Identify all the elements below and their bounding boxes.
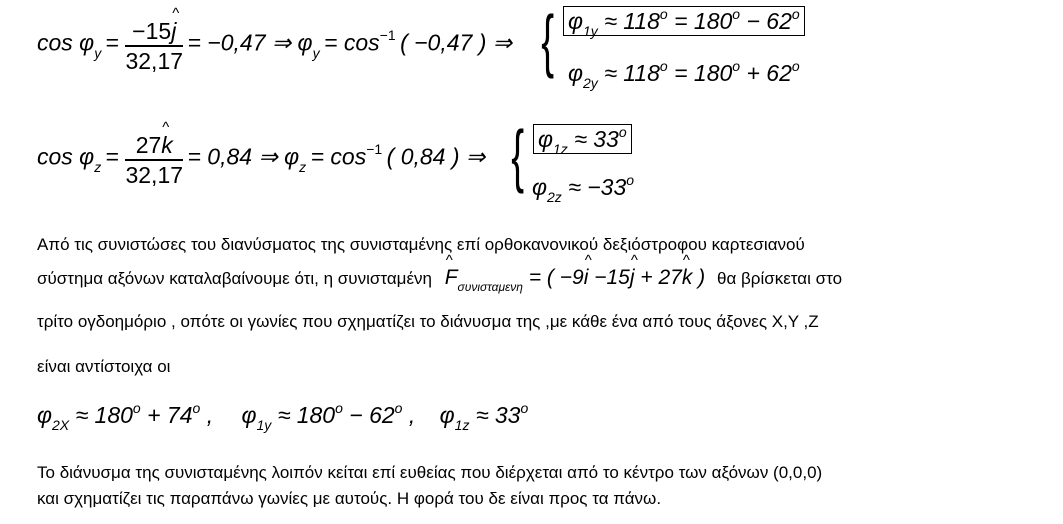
paragraph-2-line-2: και σχηματίζει τις παραπάνω γωνίες με αυτούς. Η φορά του δε είναι προς τα πάνω. — [37, 489, 662, 508]
paragraph-1-line-1: Από τις συνιστώσες του διανύσματος της συνισταμένης επί ορθοκανονικού δεξιόστροφου καρτεσιανού — [37, 235, 805, 254]
eq1-case-1: $\varphi_{1y} \approx 118^o = 180^o - 62^o$ — [563, 10, 805, 34]
summary-angles: $\varphi_{2X} \approx 180^o + 74^o$ , $\varphi_{1y} \approx 180^o - 62^o$ , $\varphi_{1z} \approx 33^o$ — [37, 400, 529, 433]
eq1-fraction: $\frac{-15\^{} j}{32,17}$ — [125, 20, 183, 73]
eq1-brace: { — [541, 1, 555, 79]
paragraph-1-line-2: σύστημα αξόνων καταλαβαίνουμε ότι, η συνισταμένη ^ $F_{\sigma\upsilon\nu\iota\sigma\tau\alpha\mu\varepsilon\nu\eta}$ = ( −9^ i −15^ j + 27^ k ) θα βρίσκεται στο — [37, 266, 842, 292]
eq2-case-1: $\varphi_{1z} \approx 33^o$ — [533, 128, 632, 152]
paragraph-1-line-3: τρίτο ογδοημόριο , οπότε οι γωνίες που σχηματίζει το διάνυσμα της ,με κάθε ένα από τους άξονες X,Y ,Z — [37, 312, 819, 331]
eq1-lhs: cos φ — [37, 29, 95, 56]
eq2-brace: { — [511, 116, 525, 194]
equation-cos-phi-y: cos φy = $\frac{-15\^{} j}{32,17}$ = −0,47 ⇒ φy = cos−1 ( −0,47 ) ⇒ — [37, 20, 512, 73]
eq2-case-2: $\varphi_{2z} \approx -33^o$ — [532, 172, 635, 205]
paragraph-1-line-4: είναι αντίστοιχα οι — [37, 357, 171, 376]
eq1-case-2: $\varphi_{2y} \approx 118^o = 180^o + 62^o$ — [568, 58, 800, 91]
resultant-vector: ^ $F_{\sigma\upsilon\nu\iota\sigma\tau\alpha\mu\varepsilon\nu\eta}$ = ( −9^ i −15^ j + 27^ k ) — [445, 266, 711, 289]
equation-cos-phi-z: cos φz = $\frac{27\^{} k}{32,17}$ = 0,84 ⇒ φz = cos−1 ( 0,84 ) ⇒ — [37, 134, 485, 187]
paragraph-2-line-1: Το διάνυσμα της συνισταμένης λοιπόν κείται επί ευθείας που διέρχεται από το κέντρο των αξόνων (0,0,0) — [37, 463, 823, 482]
eq2-fraction: $\frac{27\^{} k}{32,17}$ — [125, 134, 183, 187]
